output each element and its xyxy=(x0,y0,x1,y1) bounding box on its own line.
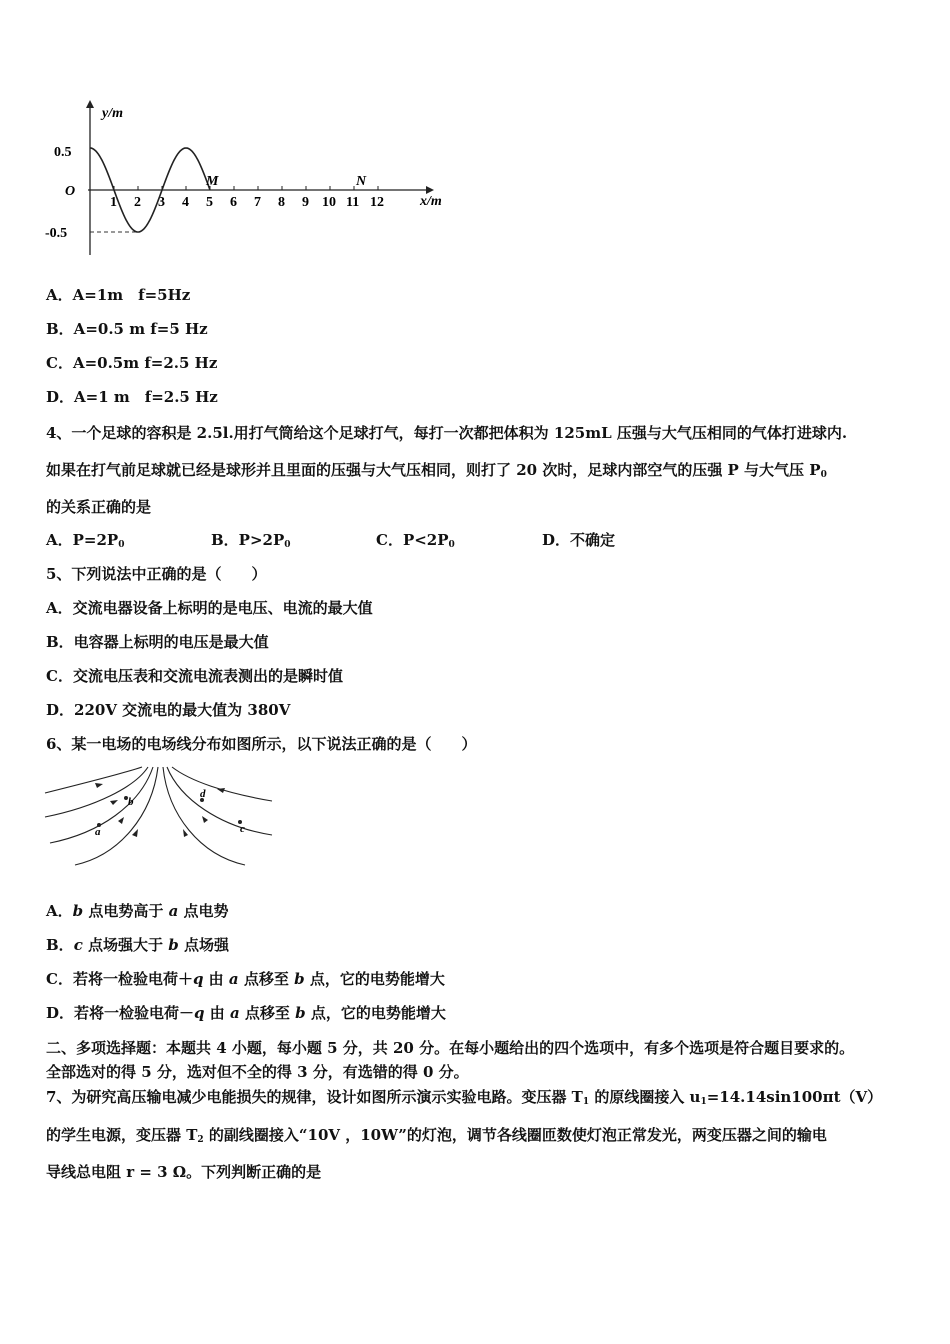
x-tick-label: 1 xyxy=(110,195,117,210)
q7-stem-line2 xyxy=(46,1125,827,1150)
x-tick-label: 5 xyxy=(206,195,213,210)
q4-option-c-sub: 0 xyxy=(448,540,455,550)
x-tick-label: 7 xyxy=(254,195,261,210)
field-line-l1 xyxy=(45,767,142,793)
label-c: c xyxy=(240,823,245,835)
q6c-a: a xyxy=(228,970,239,988)
label-b: b xyxy=(128,796,134,808)
electric-field-diagram xyxy=(40,765,280,870)
q6d-t3: 点移至 xyxy=(239,1004,296,1022)
x-tick-label: 3 xyxy=(158,195,165,210)
q4-stem-line3: 的关系正确的是 xyxy=(46,498,152,516)
q5-option-d: D．220V 交流电的最大值为 380V xyxy=(46,701,291,719)
x-axis-label: x/m xyxy=(420,194,442,209)
q6-stem: 6、某一电场的电场线分布如图所示，以下说法正确的是（ ） xyxy=(46,735,477,753)
arrow-l2 xyxy=(110,800,118,805)
section2-instructions-line2: 全部选对的得 5 分，选对但不全的得 3 分，有选错的得 0 分。 xyxy=(46,1063,469,1081)
q7-stem-line3: 导线总电阻 r = 3 Ω。下列判断正确的是 xyxy=(46,1163,322,1181)
q7-l2-b: 的副线圈接入“10V ，10W”的灯泡，调节各线圈匝数使灯泡正常发光，两变压器之间的输电 xyxy=(203,1126,827,1144)
x-tick-label: 8 xyxy=(278,195,285,210)
q5-option-c: C．交流电压表和交流电流表测出的是瞬时值 xyxy=(46,667,343,685)
q4-option-b-sub: 0 xyxy=(284,540,291,550)
q6-option-b xyxy=(46,935,229,955)
section2-instructions-line1: 二、多项选择题：本题共 4 小题，每小题 5 分，共 20 分。在每小题给出的四个选项中，有多个选项是符合题目要求的。 xyxy=(46,1039,855,1057)
label-a: a xyxy=(95,826,101,838)
q3-option-d: D．A=1 m f=2.5 Hz xyxy=(46,388,218,406)
q6a-text1: 点电势高于 xyxy=(83,902,169,920)
x-tick-label: 11 xyxy=(346,195,360,210)
label-d: d xyxy=(200,788,206,800)
q3-option-c: C．A=0.5m f=2.5 Hz xyxy=(46,354,218,372)
arrow-r2 xyxy=(202,816,208,823)
q6a-prefix: A． xyxy=(46,902,73,920)
q6a-text2: 点电势 xyxy=(178,902,229,920)
x-axis-arrow xyxy=(426,186,434,194)
q7-l2-a: 的学生电源，变压器 T xyxy=(46,1126,198,1144)
q4-stem-line1: 4、一个足球的容积是 2.5l.用打气筒给这个足球打气，每打一次都把体积为 125mL 压强与大气压相同的气体打进球内. xyxy=(46,424,848,442)
x-tick-label: 4 xyxy=(182,195,189,210)
x-tick-label: 6 xyxy=(230,195,237,210)
q6a-var1: b xyxy=(72,902,84,920)
q5-option-a: A．交流电器设备上标明的是电压、电流的最大值 xyxy=(46,599,373,617)
arrow-l1 xyxy=(95,783,103,788)
q6d-b: b xyxy=(295,1004,306,1022)
q6d-t2: 由 xyxy=(204,1004,230,1022)
q6b-text1: 点场强大于 xyxy=(82,936,169,954)
q7-l1-sub1: 1 xyxy=(582,1097,590,1107)
q6c-t3: 点移至 xyxy=(238,970,295,988)
q4-option-b xyxy=(211,530,291,555)
q6-option-a xyxy=(46,901,229,921)
q7-l1-b: 的原线圈接入 u xyxy=(589,1088,701,1106)
q4-option-d: D．不确定 xyxy=(542,531,616,549)
q6b-var2: b xyxy=(168,936,179,954)
field-line-l2 xyxy=(45,767,148,817)
q4-stem-line2-text: 如果在打气前足球就已经是球形并且里面的压强与大气压相同，则打了 20 次时，足球内部空气的压强 P 与大气压 P xyxy=(46,461,821,479)
y-axis-label: y/m xyxy=(102,106,123,121)
q6c-t2: 由 xyxy=(203,970,229,988)
q6c-q: q xyxy=(192,970,204,988)
q7-l1-a: 7、为研究高压输电减少电能损失的规律，设计如图所示演示实验电路。变压器 T xyxy=(46,1088,583,1106)
q6-option-d xyxy=(46,1003,446,1023)
q6c-t1: C．若将一检验电荷＋ xyxy=(46,970,193,988)
x-tick-label: 9 xyxy=(302,195,309,210)
q3-option-b: B．A=0.5 m f=5 Hz xyxy=(46,320,208,338)
q4-option-c xyxy=(376,530,455,555)
x-tick-label: 10 xyxy=(322,195,336,210)
q3-option-a: A．A=1m f=5Hz xyxy=(46,286,191,304)
q4-stem-line2 xyxy=(46,460,827,485)
x-tick-label: 12 xyxy=(370,195,384,210)
q4-option-b-text: B．P>2P xyxy=(211,531,285,549)
q4-option-a-text: A．P=2P xyxy=(46,531,119,549)
q6d-t4: 点，它的电势能增大 xyxy=(305,1004,446,1022)
arrow-l3 xyxy=(118,817,124,824)
q7-l2-sub: 2 xyxy=(197,1135,204,1145)
q6d-t1: D．若将一检验电荷－ xyxy=(46,1004,195,1022)
q7-stem-line1 xyxy=(46,1087,882,1112)
q6d-a: a xyxy=(229,1004,240,1022)
q6d-q: q xyxy=(194,1004,205,1022)
q6b-text2: 点场强 xyxy=(178,936,230,954)
q6-option-c xyxy=(46,969,445,989)
q5-stem: 5、下列说法中正确的是（ ） xyxy=(46,565,267,583)
q6b-prefix: B． xyxy=(46,936,74,954)
q7-l1-c: =14.14sin100πt（V） xyxy=(706,1088,883,1106)
y-tick-neg: -0.5 xyxy=(45,226,68,241)
q4-option-a xyxy=(46,530,124,555)
arrow-r3 xyxy=(183,829,188,837)
arrow-l4 xyxy=(132,829,138,837)
origin-label: O xyxy=(65,184,76,199)
q4-sub: 0 xyxy=(820,470,827,480)
q6a-var2: a xyxy=(168,902,179,920)
q6c-b: b xyxy=(294,970,305,988)
q6c-t4: 点，它的电势能增大 xyxy=(304,970,445,988)
point-n-label: N xyxy=(356,174,367,189)
wave-graph xyxy=(40,95,460,260)
q6b-var1: c xyxy=(73,936,83,954)
y-axis-arrow xyxy=(86,100,94,108)
q5-option-b: B．电容器上标明的电压是最大值 xyxy=(46,633,269,651)
point-m-label: M xyxy=(206,174,219,189)
q4-option-a-sub: 0 xyxy=(118,540,125,550)
q7-l1-sub2: 1 xyxy=(700,1097,707,1107)
x-tick-label: 2 xyxy=(134,195,141,210)
field-line-r2 xyxy=(167,767,272,835)
q4-option-c-text: C．P<2P xyxy=(376,531,449,549)
y-tick-pos: 0.5 xyxy=(54,145,72,160)
